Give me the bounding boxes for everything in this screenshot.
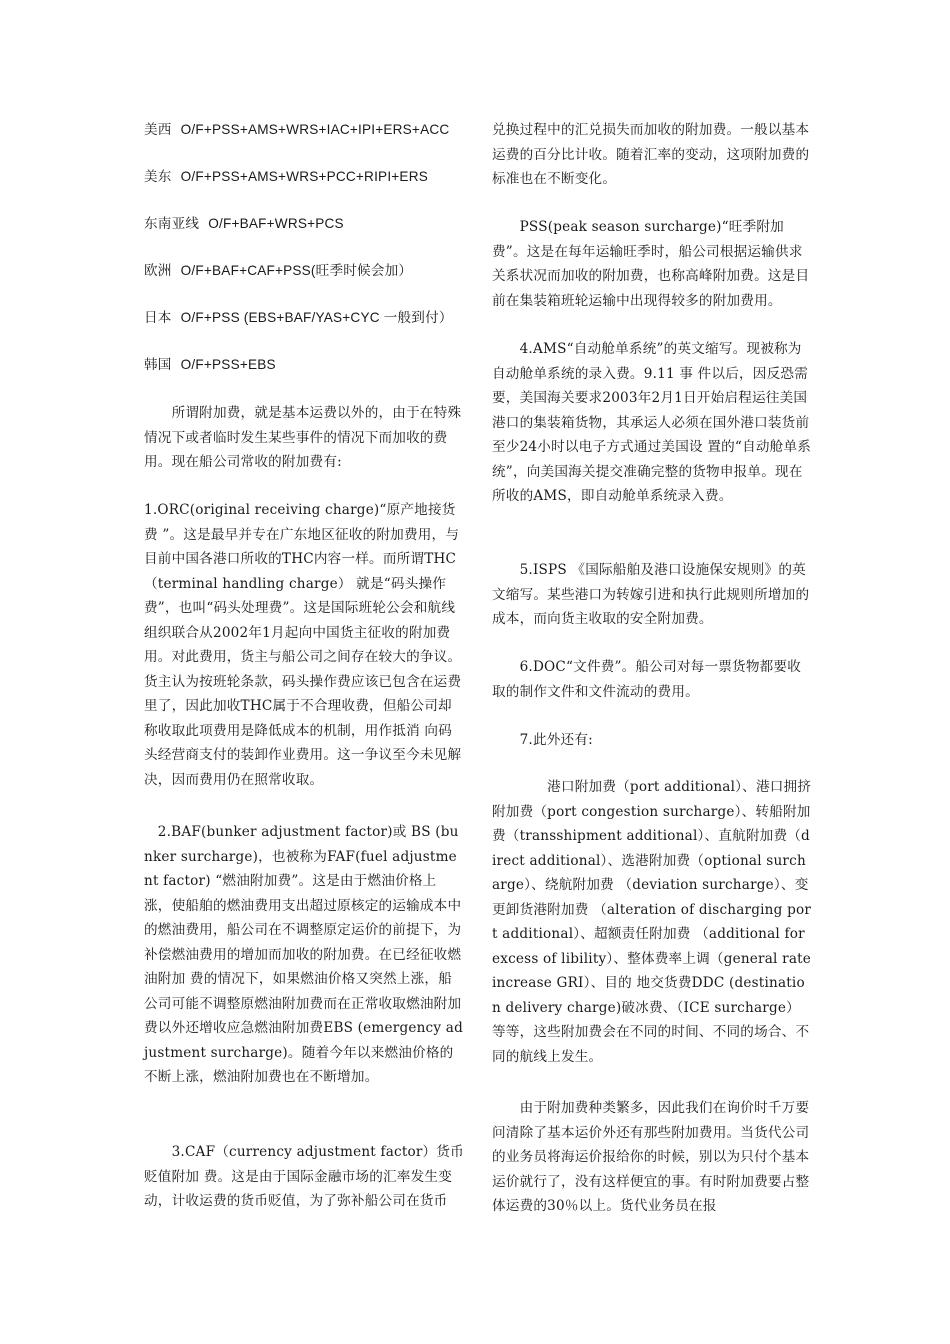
route-region: 美西 — [144, 122, 172, 138]
route-fees: O/F+PSS+AMS+WRS+PCC+RIPI+ERS — [180, 169, 428, 184]
route-fees: O/F+BAF+WRS+PCS — [208, 216, 344, 231]
route-region: 欧洲 — [144, 263, 172, 279]
route-fees: O/F+PSS+EBS — [180, 357, 276, 372]
route-line-europe — [144, 259, 484, 284]
route-region: 美东 — [144, 169, 172, 185]
paragraph-ams: 4.AMS“自动舱单系统”的英文缩写。现被称为自动舱单系统的录入费。9.11 事 件以后，因反恐需要，美国海关要求2003年2月1日开始启程运往美国港口的集装箱货物，其承运人必须在国外港口装货前至少24小时以电子方式通过美国设 置的“自动舱单系统”，向美国海关提交准确完整的货物申报单。现在所收的AMS，即自动舱单系统录入费。 — [492, 341, 812, 504]
paragraph-doc: 6.DOC“文件费”。船公司对每一票货物都要收取的制作文件和文件流动的费用。 — [492, 659, 801, 700]
paragraph-orc: 1.ORC(original receiving charge)“原产地接货费 ”。这是最早并专在广东地区征收的附加费用，与目前中国各港口所收的THC内容一样。而所谓THC（terminal handling charge） 就是“码头操作费”，也叫“码头处理费”。这是国际班轮公会和航线组织联合从2002年1月起向中国货主征收的附加费用。对此费用，货主与船公司之间存在较大的争议。货主认为按班轮条款，码头操作费应该已包含在运费里了，因此加收THC属于不合理收费，但船公司却称收取此项费用是降低成本的机制，用作抵消 向码头经营商支付的装卸作业费用。这一争议至今未见解决，因而费用仍在照常收取。 — [144, 502, 462, 788]
route-fees: O/F+PSS+AMS+WRS+IAC+IPI+ERS+ACC — [180, 122, 450, 137]
route-line-southeast-asia — [144, 212, 484, 237]
route-line-japan — [144, 306, 484, 331]
route-fees: O/F+BAF+CAF+PSS(旺季时候会加） — [180, 263, 413, 278]
paragraph-inquiry-advice: 由于附加费种类繁多，因此我们在询价时千万要问清除了基本运价外还有那些附加费用。当货代公司的业务员将海运价报给你的时候，别以为只付个基本运价就行了，没有这样便宜的事。有时附加费要占整体运费的30％以上。货代业务员在报 — [492, 1100, 810, 1214]
route-line-us-west — [144, 118, 484, 143]
route-region: 日本 — [144, 310, 172, 326]
route-line-us-east — [144, 165, 484, 190]
route-region: 东南亚线 — [144, 216, 200, 232]
paragraph-baf: 2.BAF(bunker adjustment factor)或 BS (bunker surcharge)，也被称为FAF(fuel adjustment factor) “燃油附加费”。这是由于燃油价格上涨，使船舶的燃油费用支出超过原核定的运输成本中的燃油费用，船公司在不调整原定运价的前提下，为补偿燃油费用的增加而加收的附加费。在已经征收燃油附加 费的情况下，如果燃油价格又突然上涨，船公司可能不调整原燃油附加费而在正常收取燃油附加费以外还增收应急燃油附加费EBS (emergency adjustment surcharge)。随着今年以来燃油价格的不断上涨，燃油附加费也在不断增加。 — [144, 824, 463, 1085]
paragraph-isps: 5.ISPS 《国际船舶及港口设施保安规则》的英文缩写。某些港口为转嫁引进和执行此规则所增加的成本，而向货主收取的安全附加费。 — [492, 562, 810, 627]
paragraph-intro: 所谓附加费，就是基本运费以外的，由于在特殊情况下或者临时发生某些事件的情况下而加收的费用。现在船公司常收的附加费有: — [144, 405, 462, 470]
paragraph-pss: PSS(peak season surcharge)“旺季附加费”。这是在每年运输旺季时，船公司根据运输供求关系状况而加收的附加费，也称高峰附加费。这是目前在集装箱班轮运输中出现得较多的附加费用。 — [492, 219, 810, 309]
route-line-korea — [144, 353, 484, 378]
route-fees: O/F+PSS (EBS+BAF/YAS+CYC 一般到付） — [180, 310, 453, 325]
route-region: 韩国 — [144, 357, 172, 373]
paragraph-caf-continued: 兑换过程中的汇兑损失而加收的附加费。一般以基本运费的百分比计收。随着汇率的变动，这项附加费的标准也在不断变化。 — [492, 122, 810, 187]
paragraph-others-heading: 7.此外还有: — [492, 732, 593, 748]
paragraph-other-surcharges: 港口附加费（port additional）、港口拥挤附加费（port congestion surcharge）、转船附加费（transshipment additional）、直航附加费（direct additional）、选港附加费（optional surcharge）、绕航附加费 （deviation surcharge）、变更卸货港附加费 （alteration of discharging port additional）、超额责任附加费 （additional for excess of libility）、整体费率上调（general rate increase GRI）、目的 地交货费DDC (destination delivery charge)破冰费、（ICE surcharge）等等，这些附加费会在不同的时间、不同的场合、不同的航线上发生。 — [492, 779, 812, 1065]
paragraph-caf: 3.CAF（currency adjustment factor）货币贬值附加 费。这是由于国际金融市场的汇率发生变动，计收运费的货币贬值，为了弥补船公司在货币 — [144, 1144, 464, 1209]
